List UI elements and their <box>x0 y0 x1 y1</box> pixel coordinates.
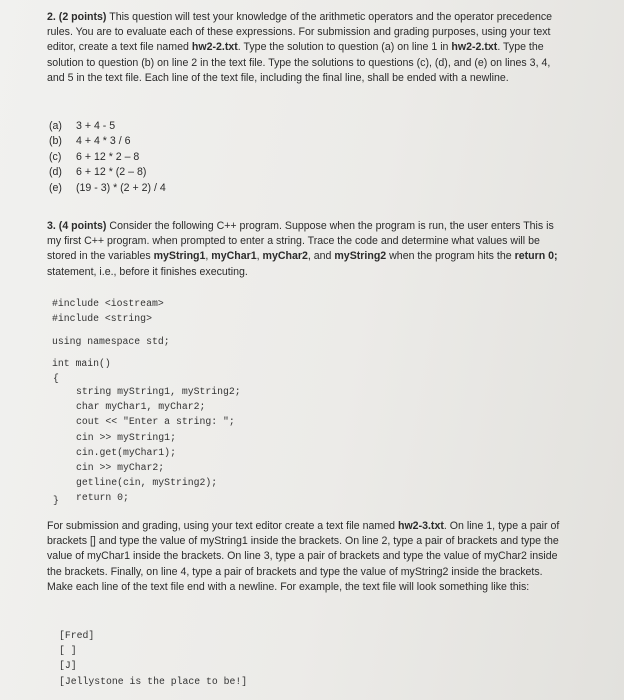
code-includes <box>52 296 164 326</box>
question-2-paragraph <box>47 10 567 86</box>
code-line: cin >> myChar2; <box>76 462 165 474</box>
return-statement: return 0; <box>514 250 558 263</box>
expression-text: 6 + 12 * (2 – 8) <box>76 166 147 179</box>
q3-number: 3. <box>47 220 56 232</box>
code-line: cin.get(myChar1); <box>76 446 176 458</box>
separator: , <box>205 250 212 263</box>
q3-text-3: statement, i.e., before it finishes executing. <box>47 265 248 278</box>
expression-label: (b) <box>49 135 62 148</box>
q2-filename-2: hw2-2.txt <box>451 41 498 54</box>
code-line: return 0; <box>76 492 129 504</box>
code-brace-close: } <box>53 495 59 506</box>
q2-text-1: This question will test your knowledge of the arithmetic operators and the operator precedence rules. You are to evaluate each of these expressions. For submission and grading purposes, using your text editor, create a text file named <box>47 11 553 54</box>
var-mystring1: myString1 <box>153 250 206 263</box>
code-main-signature: int main() <box>52 358 111 369</box>
expression-text: 4 + 4 * 3 / 6 <box>76 135 131 148</box>
example-output <box>59 628 247 689</box>
expression-label: (d) <box>49 166 62 179</box>
expression-list <box>49 119 166 196</box>
question-3-paragraph <box>47 219 567 280</box>
code-line: cout << "Enter a string: "; <box>76 416 235 428</box>
example-line: [J] <box>59 660 77 672</box>
code-line: string myString1, myString2; <box>76 386 241 397</box>
q2-text-2: . Type the solution to question (a) on line 1 in <box>237 41 452 54</box>
submission-filename: hw2-3.txt <box>397 520 444 532</box>
q3-points: (4 points) <box>58 220 107 232</box>
code-body <box>76 384 241 506</box>
expression-text: 3 + 4 - 5 <box>76 120 116 132</box>
q2-text-3: . Type the solution to question (b) on line 2 in the text file. Type the solutions to questions (c), (d), and (e) on lines 3, 4, and 5 in the text file. Each line of the text file, including the final line, shall be ended with a newline. <box>47 41 551 84</box>
q2-points: (2 points) <box>58 11 107 23</box>
code-line: char myChar1, myChar2; <box>76 401 206 413</box>
expression-item <box>49 119 166 134</box>
submission-paragraph <box>47 519 565 595</box>
q3-text-1: Consider the following C++ program. Suppose when the program is run, the user enters This is my first C++ program. when prompted to enter a string. Trace the code and determine what values will be stored in the variables <box>47 220 554 263</box>
expression-item <box>49 134 166 149</box>
expression-item <box>49 150 166 165</box>
example-line: [Fred] <box>59 630 95 641</box>
expression-text: (19 - 3) * (2 + 2) / 4 <box>76 181 166 194</box>
code-line: #include <iostream> <box>52 298 164 309</box>
q2-filename: hw2-2.txt <box>191 41 238 54</box>
code-line: getline(cin, myString2); <box>76 477 218 489</box>
separator: , and <box>307 250 335 263</box>
q3-text-2: when the program hits the <box>386 250 515 263</box>
code-using-line: using namespace std; <box>52 336 170 347</box>
q2-number: 2. <box>47 11 56 23</box>
expression-item <box>49 165 166 180</box>
var-mychar1: myChar1 <box>211 250 257 263</box>
separator: , <box>256 250 263 263</box>
code-line: #include <string> <box>52 313 152 325</box>
expression-text: 6 + 12 * 2 – 8 <box>76 150 140 163</box>
code-line: cin >> myString1; <box>76 431 176 443</box>
example-line: [Jellystone is the place to be!] <box>59 675 248 687</box>
expression-label: (c) <box>49 150 62 163</box>
expression-label: (a) <box>49 120 62 132</box>
submission-text-1: For submission and grading, using your text editor create a text file named <box>47 520 398 532</box>
var-mystring2: myString2 <box>334 250 387 263</box>
var-mychar2: myChar2 <box>262 250 308 263</box>
example-line: [ ] <box>59 645 77 657</box>
expression-item <box>49 181 166 196</box>
code-brace-open: { <box>53 373 59 384</box>
expression-label: (e) <box>49 181 62 194</box>
submission-text-2: . On line 1, type a pair of brackets [] and type the value of myString1 inside the brackets. On line 2, type a pair of brackets and type the value of myChar1 inside the brackets. On line 3, type a pair of brackets and type the value of myChar2 inside the brackets. Finally, on line 4, type a pair of brackets and type the value of myString2 inside the brackets. Make each line of the text file end with a newline. For example, the text file will look something like this: <box>47 520 560 593</box>
